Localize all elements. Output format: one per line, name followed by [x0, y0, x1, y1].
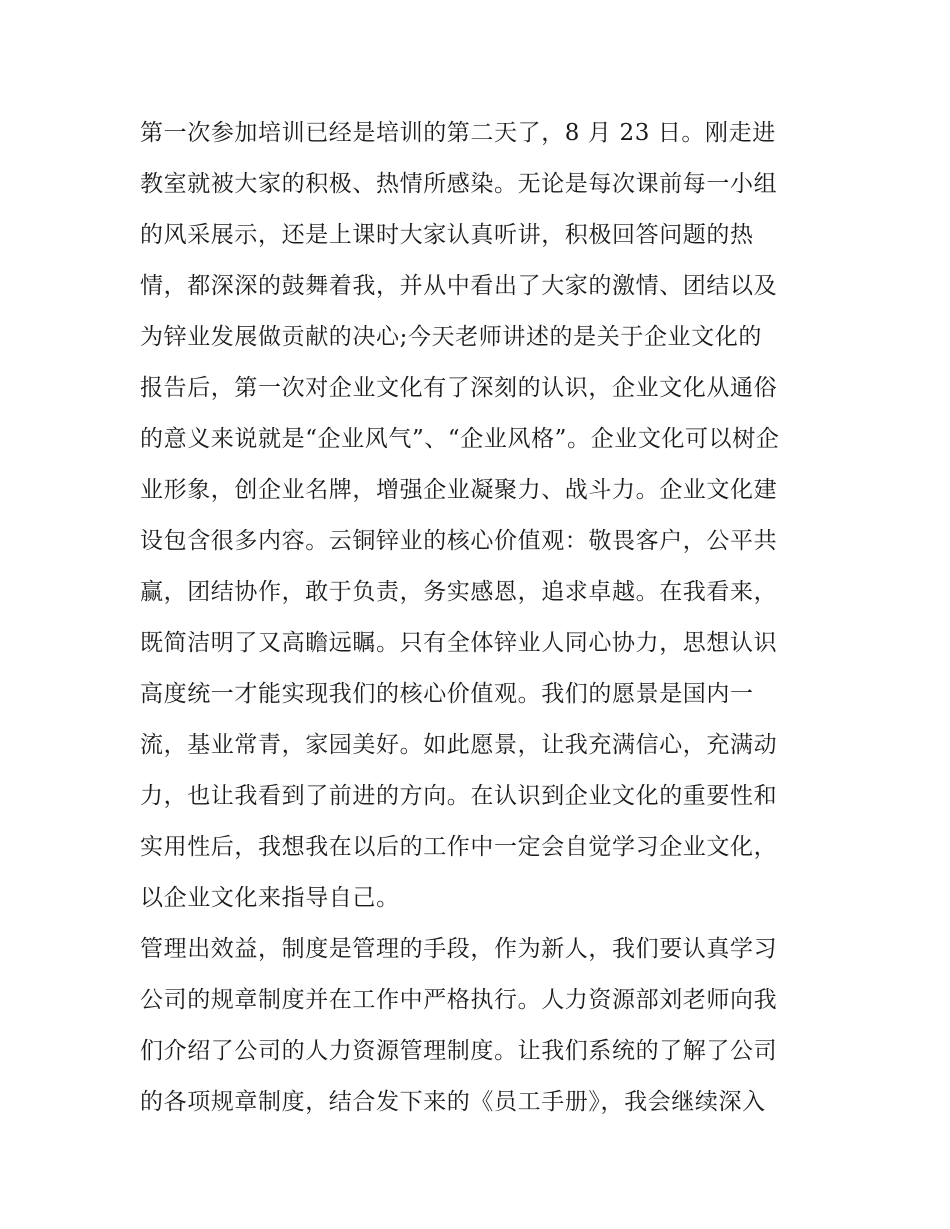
document-body — [140, 108, 812, 1128]
text-line: 的意义来说就是“企业风气”、“企业风格”。企业文化可以树企 — [140, 426, 780, 452]
text-line: 公司的规章制度并在工作中严格执行。人力资源部刘老师向我 — [140, 987, 778, 1013]
text-line: 教室就被大家的积极、热情所感染。无论是每次课前每一小组 — [140, 171, 778, 197]
text-line: 赢，团结协作，敢于负责，务实感恩，追求卓越。在我看来， — [140, 579, 778, 605]
text-line: 管理出效益，制度是管理的手段，作为新人，我们要认真学习 — [140, 936, 778, 962]
text-line: 高度统一才能实现我们的核心价值观。我们的愿景是国内一 — [140, 681, 754, 707]
text-line: 的各项规章制度，结合发下来的《员工手册》，我会继续深入 — [140, 1089, 766, 1115]
text-line: 力，也让我看到了前进的方向。在认识到企业文化的重要性和 — [140, 783, 778, 809]
text-line: 流，基业常青，家园美好。如此愿景，让我充满信心，充满动 — [140, 732, 778, 758]
text-line: 业形象，创企业名牌，增强企业凝聚力、战斗力。企业文化建 — [140, 477, 778, 503]
text-line: 以企业文化来指导自己。 — [140, 885, 400, 911]
text-line: 为锌业发展做贡献的决心;今天老师讲述的是关于企业文化的 — [140, 324, 762, 350]
text-line: 既简洁明了又高瞻远瞩。只有全体锌业人同心协力，思想认识 — [140, 630, 778, 656]
text-line: 设包含很多内容。云铜锌业的核心价值观：敬畏客户，公平共 — [140, 528, 778, 554]
text-line: 实用性后，我想我在以后的工作中一定会自觉学习企业文化， — [140, 834, 778, 860]
text-line: 的风采展示，还是上课时大家认真听讲，积极回答问题的热 — [140, 222, 754, 248]
text-line: 第一次参加培训已经是培训的第二天了，8 月 23 日。刚走进 — [140, 120, 776, 146]
text-line: 报告后，第一次对企业文化有了深刻的认识，企业文化从通俗 — [140, 375, 778, 401]
text-line: 情，都深深的鼓舞着我，并从中看出了大家的激情、团结以及 — [140, 273, 778, 299]
text-line: 们介绍了公司的人力资源管理制度。让我们系统的了解了公司 — [140, 1038, 778, 1064]
